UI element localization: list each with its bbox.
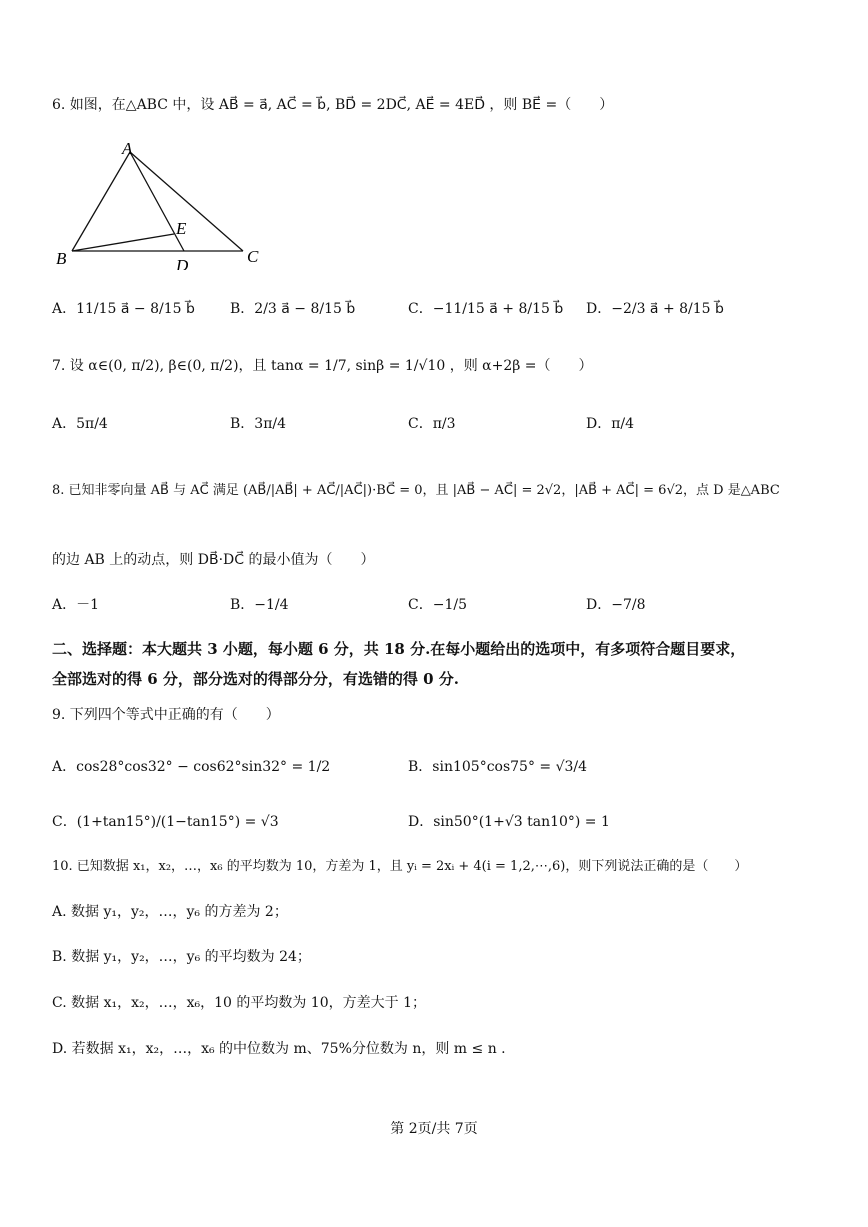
q10-stem: 10. 已知数据 x₁，x₂，…，x₆ 的平均数为 10，方差为 1，且 yᵢ = 2xᵢ + 4(i = 1,2,⋯,6)，则下列说法正确的是（ ） — [52, 859, 748, 874]
q7-option-b: B．3π/4 — [230, 416, 287, 432]
q7-option-a: A．5π/4 — [52, 416, 108, 432]
label-e: E — [176, 219, 187, 238]
edge-ac — [130, 152, 243, 251]
q6-option-a: A．11/15 a⃗ − 8/15 b⃗ — [52, 301, 195, 317]
q10-option-b: B. 数据 y₁，y₂，…，y₆ 的平均数为 24； — [52, 949, 311, 965]
q8-option-c: C．−1/5 — [408, 597, 467, 613]
triangle-figure — [50, 140, 280, 270]
label-b: B — [56, 249, 67, 268]
label-a: A — [122, 140, 133, 158]
label-d: D — [176, 256, 189, 270]
section2-line1: 二、选择题：本大题共 3 小题，每小题 6 分，共 18 分.在每小题给出的选项中，有多项符合题目要求， — [52, 640, 746, 658]
q6-option-c: C．−11/15 a⃗ + 8/15 b⃗ — [408, 301, 564, 317]
q6-stem: 6. 如图，在△ABC 中，设 AB⃗ = a⃗, AC⃗ = b⃗, BD⃗ = 2DC⃗, AE⃗ = 4ED⃗ ，则 BE⃗ =（ ） — [52, 97, 614, 113]
q8-stem-line1: 8. 已知非零向量 AB⃗ 与 AC⃗ 满足 (AB⃗/|AB⃗| + AC⃗/|AC⃗|)·BC⃗ = 0，且 |AB⃗ − AC⃗| = 2√2，|AB⃗ + AC⃗| = 6√2，点 D 是△ABC — [52, 483, 780, 498]
q8-option-b: B．−1/4 — [230, 597, 289, 613]
q10-option-c: C. 数据 x₁，x₂，…，x₆，10 的平均数为 10，方差大于 1； — [52, 995, 426, 1011]
page-footer: 第 2页/共 7页 — [390, 1121, 478, 1137]
q9-option-a: A．cos28°cos32° − cos62°sin32° = 1/2 — [52, 759, 331, 775]
q10-option-a: A. 数据 y₁，y₂，…，y₆ 的方差为 2； — [52, 904, 288, 920]
q9-option-d: D．sin50°(1+√3 tan10°) = 1 — [408, 814, 610, 830]
q9-stem: 9. 下列四个等式中正确的有（ ） — [52, 707, 280, 723]
q10-option-d: D. 若数据 x₁，x₂，…，x₆ 的中位数为 m、75%分位数为 n，则 m ≤ n . — [52, 1041, 506, 1057]
section2-line2: 全部选对的得 6 分，部分选对的得部分分，有选错的得 0 分. — [52, 670, 459, 688]
q7-option-c: C．π/3 — [408, 416, 456, 432]
q8-stem-line2: 的边 AB 上的动点，则 DB⃗·DC⃗ 的最小值为（ ） — [52, 552, 375, 568]
q8-option-d: D．−7/8 — [586, 597, 646, 613]
q7-option-d: D．π/4 — [586, 416, 635, 432]
q6-option-b: B．2/3 a⃗ − 8/15 b⃗ — [230, 301, 356, 317]
q9-option-c: C．(1+tan15°)/(1−tan15°) = √3 — [52, 814, 279, 830]
q8-option-a: A．－1 — [52, 597, 100, 613]
segment-be — [72, 234, 174, 251]
q7-stem: 7. 设 α∈(0, π/2), β∈(0, π/2)，且 tanα = 1/7, sinβ = 1/√10 ，则 α+2β =（ ） — [52, 358, 593, 374]
q9-option-b: B．sin105°cos75° = √3/4 — [408, 759, 588, 775]
label-c: C — [247, 247, 259, 266]
edge-ab — [72, 152, 130, 251]
q6-option-d: D．−2/3 a⃗ + 8/15 b⃗ — [586, 301, 724, 317]
